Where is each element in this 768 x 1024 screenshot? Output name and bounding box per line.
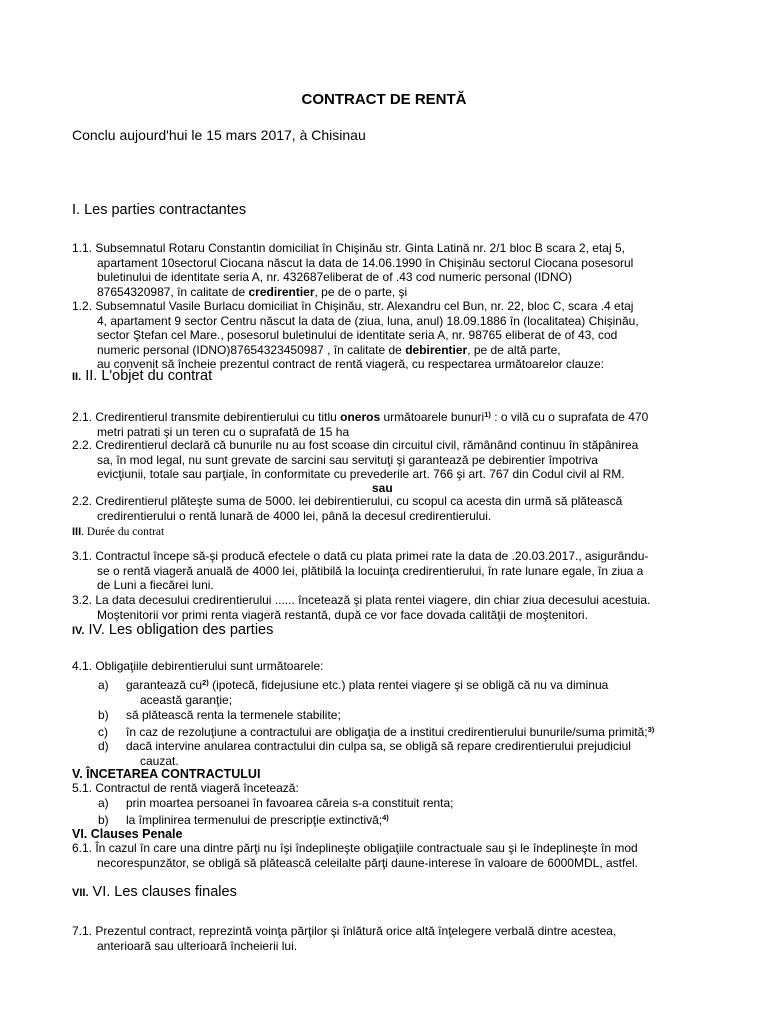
paragraph-5-1: 5.1. Contractul de rentă viageră încetează: xyxy=(72,781,299,795)
section-7-heading: VII. VI. Les clauses finales xyxy=(72,884,237,900)
paragraph-3-1: 3.1. Contractul începe să-şi producă efectele o dată cu plata primei rate la data de .20.03.2017., asigurându- se o rentă viageră anuală de 4000 lei, plătibilă la locuinţa credirentierului, în rate lunare egale, în ziua a de Luni a fiecărei luni. xyxy=(72,549,649,593)
section-1-heading: I. Les parties contractantes xyxy=(72,202,247,218)
list-item: a) prin moartea persoanei în favoarea căreia s-a constituit renta; xyxy=(98,796,454,810)
section-5-heading: V. ÎNCETAREA CONTRACTULUI xyxy=(72,767,261,781)
paragraph-7-1: 7.1. Prezentul contract, reprezintă voinţa părţilor şi înlătură orice altă înţelegere verbală dintre acestea, anterioară sau ulterioară încheierii lui. xyxy=(72,924,617,953)
paragraph-2-2: 2.2. Credirentierul declară că bunurile nu au fost scoase din circuitul civil, rămânând continuu în stăpânirea sa, în mod legal, nu sunt grevate de sarcini sau servituţi şi garantează pe debirentier împotriva evicţiunii, totale sau parţiale, în conformitate cu prevederile art. 766 şi art. 767 din Codul civil al RM. xyxy=(72,438,639,482)
paragraph-1-2: 1.2. Subsemnatul Vasile Burlacu domiciliat în Chişinău, str. Alexandru cel Bun, nr. 22, bloc C, scara .4 etaj 4, apartament 9 sector Centru născut la data de (ziua, luna, anul) 18.09.1886 în (localitatea) Chişinău, sector Ştefan cel Mare., posesorul buletinului de identitate seria A, nr. 98765 eliberat de of 43, cod numeric personal (IDNO)87654323450987 , în calitate de debirentier, pe de altă parte, au convenit să încheie prezentul contract de rentă viageră, cu respectarea următoarelor clauze: xyxy=(72,299,639,372)
section-3-heading: III. Durée du contrat xyxy=(72,526,165,538)
section-2-heading: II. II. L'objet du contrat xyxy=(72,368,213,384)
list-item: c) în caz de rezoluţiune a contractului are obligaţia de a institui credirentierului bunurile/suma primită;$^{3)}$ xyxy=(98,725,655,739)
paragraph-2-1: 2.1. Credirentierul transmite debirentierului cu titlu oneros următoarele bunuri$^{1)}$ : o vilă cu o suprafata de 470 metri patrati şi un teren cu o suprafată de 15 ha xyxy=(72,410,649,439)
section-4-heading: IV. IV. Les obligation des parties xyxy=(72,622,274,638)
document-title: CONTRACT DE RENTĂ xyxy=(301,91,467,108)
section-6-heading: VI. Clauses Penale xyxy=(72,827,183,841)
list-item: d) dacă intervine anularea contractului din culpa sa, se obligă să repare credirentierului prejudiciul cauzat. xyxy=(98,739,631,768)
intro-line: Conclu aujourd'hui le 15 mars 2017, à Chisinau xyxy=(72,127,366,143)
list-item: b) să plătească renta la termenele stabilite; xyxy=(98,708,341,722)
paragraph-2-2-alt: 2.2. Credirentierul plăteşte suma de 5000. lei debirentierului, cu scopul ca acesta din urmă să plătească credirentierului o rentă lunară de 4000 lei, până la decesul credirentierului. xyxy=(72,494,623,523)
alternative-label: sau xyxy=(372,481,393,495)
paragraph-1-1: 1.1. Subsemnatul Rotaru Constantin domiciliat în Chişinău str. Ginta Latină nr. 2/1 bloc B scara 2, etaj 5, apartament 10sectorul Ciocana născut la data de 14.06.1990 în Chişinău sectorul Ciocana posesorul buletinului de identitate seria A, nr. 432687eliberat de of .43 cod numeric personal (IDNO) 87654320987, în calitate de credirentier, pe de o parte, şi xyxy=(72,241,634,299)
paragraph-6-1: 6.1. În cazul în care una dintre părţi nu îşi îndeplineşte obligaţiile contractuale sau şi le îndeplineşte în mod necorespunzător, se obligă să plătească celeilalte părţi daune-interese în valoare de 6000MDL, astfel. xyxy=(72,841,639,870)
list-item: a) garantează $cu^{2)}$ (ipotecă, fidejusiune etc.) plata rentei viagere şi se obligă că nu va diminua această garanţie; xyxy=(98,678,609,707)
paragraph-3-2: 3.2. La data decesului credirentierului ...... încetează şi plata rentei viagere, din chiar ziua decesului acestuia. Moştenitorii vor primi renta viageră restantă, după ce vor face dovada calităţii de moştenitori. xyxy=(72,593,651,622)
paragraph-4-1: 4.1. Obligaţiile debirentierului sunt următoarele: xyxy=(72,659,324,673)
list-item: b) la împlinirea termenului de prescripţie extinctivă;$^{4)}$ xyxy=(98,813,389,827)
